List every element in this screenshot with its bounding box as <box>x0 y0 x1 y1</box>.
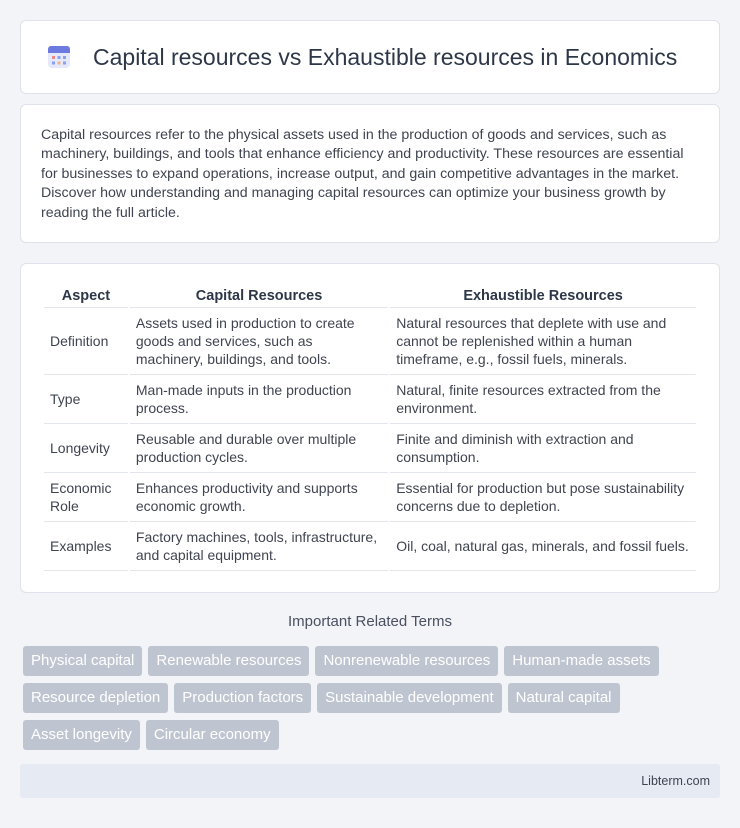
related-terms-title: Important Related Terms <box>288 613 452 630</box>
cell-exhaustible: Natural, finite resources extracted from the environment. <box>390 375 696 424</box>
cell-aspect: Examples <box>44 522 128 571</box>
table-header-row <box>44 286 696 308</box>
table-row <box>44 308 696 375</box>
table-row <box>44 473 696 522</box>
tag-circular-economy[interactable]: Circular economy <box>146 720 279 750</box>
tag-production-factors[interactable]: Production factors <box>174 683 311 713</box>
header-aspect: Aspect <box>44 286 128 308</box>
related-terms-list <box>23 646 723 750</box>
header-exhaustible: Exhaustible Resources <box>390 286 696 308</box>
table-row <box>44 522 696 571</box>
comparison-table-card <box>20 263 720 593</box>
table-row <box>44 375 696 424</box>
tag-renewable-resources[interactable]: Renewable resources <box>148 646 309 676</box>
intro-paragraph: Capital resources refer to the physical assets used in the production of goods and services, such as machinery, buildings, and tools that enhance efficiency and productivity. These resources are essential for businesses to expand operations, increase output, and gain competitive advantages in the market. Discover how understanding and managing capital resources can optimize your business growth by reading the full article. <box>41 127 684 221</box>
footer <box>20 764 720 798</box>
spreadsheet-icon <box>45 43 73 71</box>
tag-natural-capital[interactable]: Natural capital <box>508 683 620 713</box>
cell-aspect: Definition <box>44 308 128 375</box>
cell-capital: Enhances productivity and supports economic growth. <box>130 473 388 522</box>
footer-brand[interactable]: Libterm.com <box>641 774 710 788</box>
cell-capital: Reusable and durable over multiple production cycles. <box>130 424 388 473</box>
cell-exhaustible: Natural resources that deplete with use and cannot be replenished within a human timeframe, e.g., fossil fuels, minerals. <box>390 308 696 375</box>
tag-human-made-assets[interactable]: Human-made assets <box>504 646 658 676</box>
header-capital: Capital Resources <box>130 286 388 308</box>
cell-exhaustible: Oil, coal, natural gas, minerals, and fossil fuels. <box>390 522 696 571</box>
tag-asset-longevity[interactable]: Asset longevity <box>23 720 140 750</box>
cell-exhaustible: Finite and diminish with extraction and consumption. <box>390 424 696 473</box>
tag-nonrenewable-resources[interactable]: Nonrenewable resources <box>315 646 498 676</box>
tag-sustainable-development[interactable]: Sustainable development <box>317 683 501 713</box>
page-title: Capital resources vs Exhaustible resources in Economics <box>93 43 678 70</box>
cell-capital: Man-made inputs in the production process. <box>130 375 388 424</box>
header-card <box>20 20 720 94</box>
cell-aspect: Type <box>44 375 128 424</box>
comparison-table <box>42 286 698 571</box>
cell-aspect: Longevity <box>44 424 128 473</box>
cell-capital: Factory machines, tools, infrastructure, and capital equipment. <box>130 522 388 571</box>
cell-capital: Assets used in production to create goods and services, such as machinery, buildings, and tools. <box>130 308 388 375</box>
table-row <box>44 424 696 473</box>
cell-exhaustible: Essential for production but pose sustainability concerns due to depletion. <box>390 473 696 522</box>
tag-physical-capital[interactable]: Physical capital <box>23 646 142 676</box>
cell-aspect: Economic Role <box>44 473 128 522</box>
intro-card <box>20 104 720 243</box>
tag-resource-depletion[interactable]: Resource depletion <box>23 683 168 713</box>
